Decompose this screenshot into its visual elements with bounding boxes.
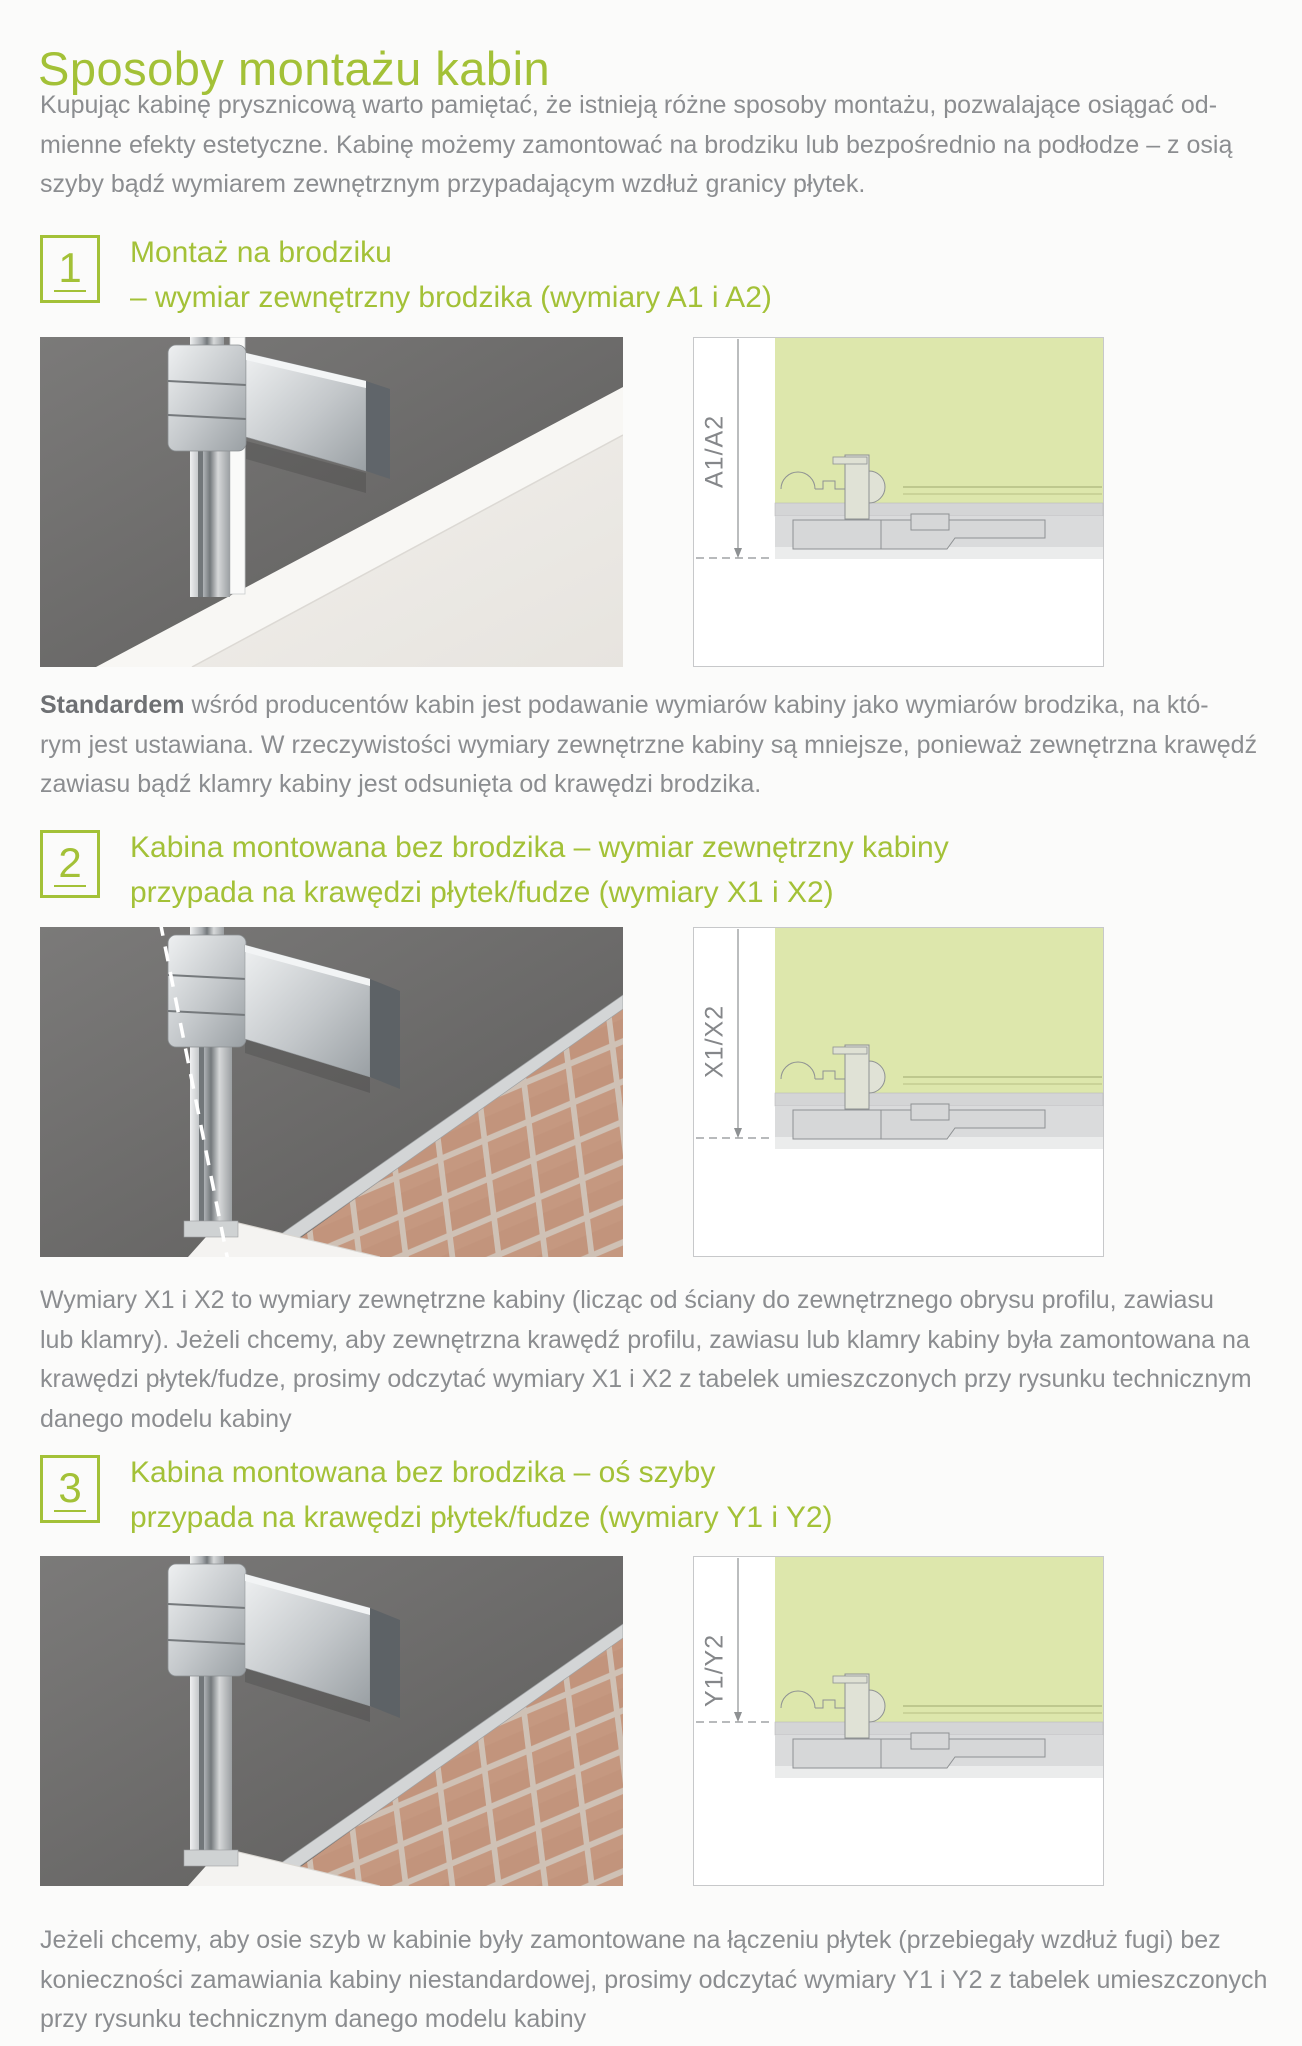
section-3-heading: Kabina montowana bez brodzika – oś szyby przypada na krawędzi płytek/fudze (wymiary Y1 i Y2) [130, 1456, 833, 1534]
section-3-number-box [40, 1455, 100, 1523]
section-3-note: Jeżeli chcemy, aby osie szyb w kabinie były zamontowane na łączeniu płytek (przebiegały wzdłuż fugi) bez konieczności zamawiania kabiny niestandardowej, prosimy odczytać wymiary Y1 i Y2 z tabelek umieszczonych przy rysunku technicznym danego modelu kabiny [40, 1926, 1268, 2033]
section-1-media [40, 337, 1262, 667]
section-3-number: 3 [54, 1467, 85, 1512]
section-1-heading: Montaż na brodziku – wymiar zewnętrzny brodzika (wymiary A1 i A2) [130, 236, 772, 314]
section-2-media [40, 927, 1262, 1257]
diagram-y1-y2 [693, 1556, 1104, 1886]
section-3-media [40, 1556, 1262, 1886]
section-2-number: 2 [54, 842, 85, 887]
photo-cabin-on-tiles-axis [40, 927, 623, 1257]
section-1-number: 1 [54, 247, 85, 292]
section-1-note: Standardem wśród producentów kabin jest podawanie wymiarów kabiny jako wymiarów brodzika, na któ- rym jest ustawiana. W rzeczywistości wymiary zewnętrzne kabiny są mniejsze, ponieważ zewnętrzna krawędź zawiasu bądź klamry kabiny jest odsunięta od krawędzi brodzika. [40, 691, 1258, 798]
photo-cabin-on-tiles [40, 1556, 623, 1886]
section-2-note: Wymiary X1 i X2 to wymiary zewnętrzne kabiny (licząc od ściany do zewnętrznego obrysu profilu, zawiasu lub klamry). Jeżeli chcemy, aby zewnętrzna krawędź profilu, zawiasu lub klamry kabiny była zamontowana na krawędzi płytek/fudze, prosimy odczytać wymiary X1 i X2 z tabelek umieszczonych przy rysunku technicznym danego modelu kabiny [40, 1286, 1252, 1433]
diagram-dimension-label: X1/X2 [700, 1004, 729, 1078]
intro-paragraph: Kupując kabinę prysznicową warto pamiętać, że istnieją różne sposoby montażu, pozwalające osiągać od- mienne efekty estetyczne. Kabinę możemy zamontować na brodziku lub bezpośrednio na podłodze – z osią szyby bądź wymiarem zewnętrznym przypadającym wzdłuż granicy płytek. [40, 91, 1233, 198]
diagram-dimension-label: A1/A2 [700, 414, 729, 488]
page-title: Sposoby montażu kabin [38, 42, 551, 96]
diagram-dimension-label: Y1/Y2 [700, 1633, 729, 1707]
diagram-x1-x2 [693, 927, 1104, 1257]
section-2-heading: Kabina montowana bez brodzika – wymiar zewnętrzny kabiny przypada na krawędzi płytek/fudze (wymiary X1 i X2) [130, 831, 949, 909]
section-2-number-box [40, 830, 100, 898]
section-1-number-box [40, 235, 100, 303]
diagram-a1-a2 [693, 337, 1104, 667]
photo-cabin-on-tray [40, 337, 623, 667]
